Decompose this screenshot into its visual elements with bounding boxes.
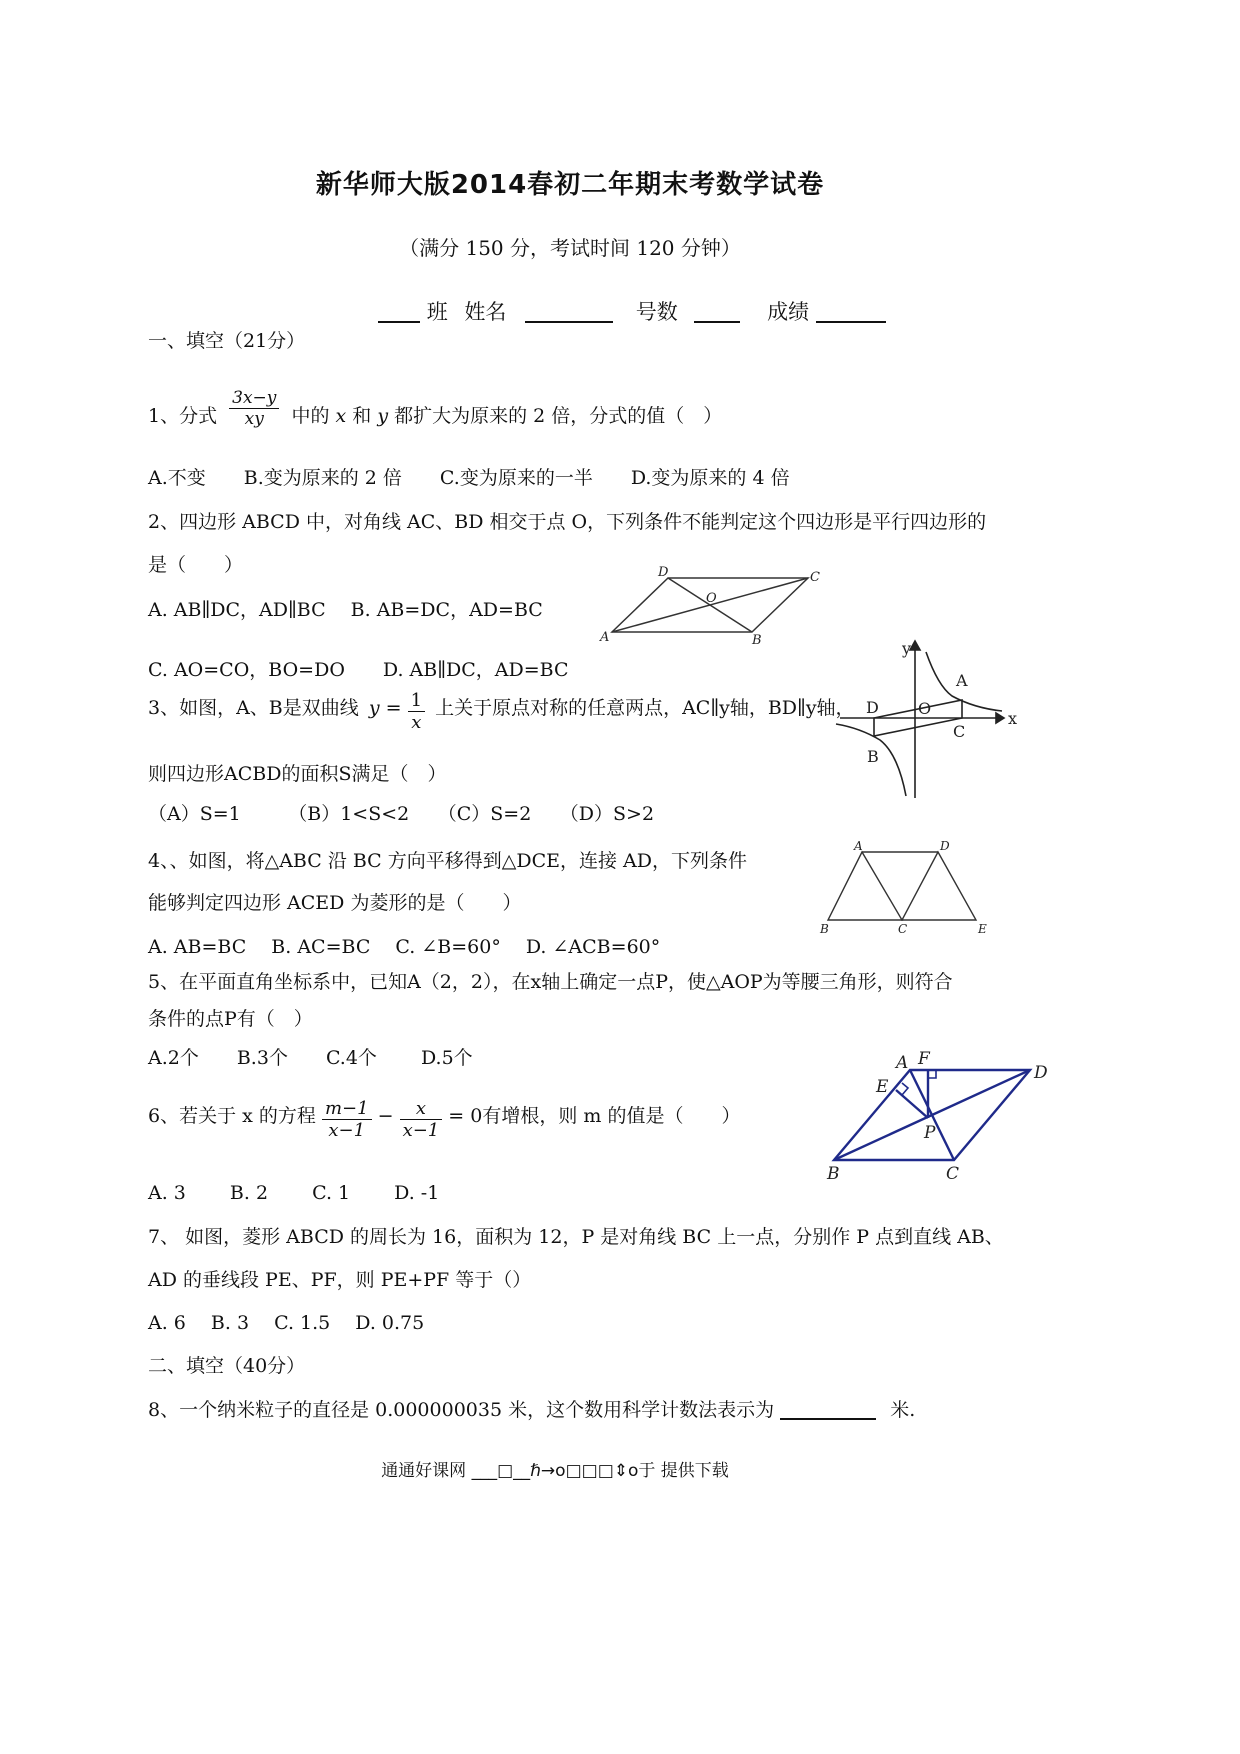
- q4-translation-figure: [816, 840, 996, 936]
- q3-label-b: B: [867, 747, 879, 766]
- q4-line-2: 能够判定四边形 ACED 为菱形的是（ ）: [148, 892, 522, 914]
- page-title: 新华师大版2014春初二年期末考数学试卷: [315, 170, 825, 200]
- q5-line-1: 5、在平面直角坐标系中，已知A（2，2），在x轴上确定一点P，使△AOP为等腰三角形，则符合: [148, 971, 953, 993]
- q3-x-arrow: [996, 713, 1004, 723]
- q3-prefix: 3、如图，A、B是双曲线: [148, 697, 359, 719]
- q2-options-ab: A. AB∥DC，AD∥BC B. AB=DC，AD=BC: [148, 599, 543, 621]
- number-label: 号数: [635, 300, 678, 324]
- q2-label-d: D: [658, 565, 669, 580]
- class-blank[interactable]: [378, 299, 420, 323]
- score-blank[interactable]: [816, 299, 886, 323]
- q3-fraction: [408, 690, 425, 733]
- q6-denominator-2: x−1: [402, 1120, 440, 1141]
- name-blank[interactable]: [525, 299, 613, 323]
- q6-denominator-1: x−1: [328, 1120, 366, 1141]
- question-3: [148, 690, 855, 733]
- q7-right-angle-e: [902, 1083, 908, 1095]
- q6-prefix: 6、若关于 x 的方程: [148, 1105, 316, 1127]
- q4-label-d: D: [940, 840, 950, 853]
- q2-label-c: C: [810, 570, 820, 585]
- q7-label-f: F: [918, 1049, 930, 1069]
- q4-triangle-abc: [828, 852, 902, 920]
- q6-suffix: = 0有增根，则 m 的值是（ ）: [448, 1105, 741, 1127]
- q1-numerator: 3x−y: [229, 388, 279, 409]
- q3-label-x: x: [1008, 709, 1018, 728]
- q1-var-y: y: [377, 405, 389, 427]
- q7-label-e: E: [876, 1077, 889, 1097]
- q7-label-b: B: [827, 1164, 840, 1184]
- q3-suffix: 上关于原点对称的任意两点，AC∥y轴，BD∥y轴，: [435, 697, 855, 719]
- q4-options: A. AB=BC B. AC=BC C. ∠B=60° D. ∠ACB=60°: [148, 936, 661, 958]
- q2-label-o: O: [706, 591, 717, 606]
- q3-y-arrow: [910, 641, 920, 650]
- q7-label-c: C: [946, 1164, 960, 1184]
- q3-line-2: 则四边形ACBD的面积S满足（ ）: [148, 763, 447, 785]
- q3-label-y: y: [902, 639, 912, 658]
- q4-label-a: A: [854, 840, 863, 853]
- q1-stem-b: 和: [352, 405, 372, 427]
- q7-options: A. 6 B. 3 C. 1.5 D. 0.75: [148, 1312, 425, 1334]
- q3-numerator: 1: [408, 690, 425, 712]
- q6-options: A. 3 B. 2 C. 1 D. -1: [148, 1182, 440, 1204]
- q7-label-d: D: [1034, 1063, 1048, 1083]
- q1-fraction: [229, 388, 279, 429]
- section-2-heading: 二、填空（40分）: [148, 1355, 306, 1377]
- class-label: 班: [426, 300, 448, 324]
- q8-text: 8、一个纳米粒子的直径是 0.000000035 米，这个数用科学计数法表示为: [148, 1399, 775, 1421]
- q1-stem-c: 都扩大为原来的 2 倍，分式的值（ ）: [394, 405, 723, 427]
- q7-segment-pe: [896, 1090, 928, 1118]
- q4-label-c: C: [898, 922, 908, 936]
- q1-options: A.不变 B.变为原来的 2 倍 C.变为原来的一半 D.变为原来的 4 倍: [148, 467, 790, 489]
- question-6: [148, 1098, 740, 1141]
- q8-unit: 米.: [890, 1399, 916, 1421]
- q3-label-c: C: [953, 722, 966, 741]
- question-1: [148, 388, 722, 429]
- q3-label-d: D: [866, 698, 879, 717]
- q2-line-2: 是（ ）: [148, 554, 244, 576]
- question-8: [148, 1395, 915, 1422]
- q5-line-2: 条件的点P有（ ）: [148, 1008, 313, 1030]
- q6-fraction-1: [322, 1098, 372, 1141]
- q2-label-a: A: [600, 630, 610, 645]
- q3-label-o: O: [918, 699, 932, 718]
- page-footer: 通通好课网 ___□__ℏ→o□□□⇕o于 提供下载: [381, 1461, 729, 1481]
- q3-options: （A）S=1 （B）1<S<2 （C）S=2 （D）S>2: [148, 803, 655, 825]
- q6-numerator-2: x: [400, 1098, 443, 1120]
- q6-fraction-2: [400, 1098, 443, 1141]
- q7-label-a: A: [896, 1053, 909, 1073]
- q7-rhombus-figure: [820, 1048, 1058, 1184]
- q1-stem-a: 中的: [291, 405, 330, 427]
- q2-label-b: B: [752, 633, 762, 648]
- q7-label-p: P: [924, 1123, 936, 1143]
- q1-prefix: 1、分式: [148, 405, 218, 427]
- score-label: 成绩: [767, 300, 810, 324]
- q3-hyperbola-figure: [834, 636, 1030, 802]
- q2-line-1: 2、四边形 ABCD 中，对角线 AC、BD 相交于点 O，下列条件不能判定这个四边形是平行四边形的: [148, 511, 987, 533]
- q4-line-1: 4、、如图，将△ABC 沿 BC 方向平移得到△DCE，连接 AD，下列条件: [148, 850, 747, 872]
- student-info-line: [378, 296, 886, 326]
- name-label: 姓名: [464, 300, 507, 324]
- q3-denominator: x: [411, 712, 422, 733]
- q7-line-1: 7、 如图，菱形 ABCD 的周长为 16，面积为 12，P 是对角线 BC 上一点，分别作 P 点到直线 AB、: [148, 1226, 1004, 1248]
- q1-var-x: x: [335, 405, 347, 427]
- q6-minus: −: [377, 1105, 394, 1127]
- q1-denominator: xy: [244, 409, 264, 429]
- q6-numerator-1: m−1: [322, 1098, 372, 1120]
- q4-label-b: B: [820, 922, 829, 936]
- q7-line-2: AD 的垂线段 PE、PF，则 PE+PF 等于（）: [148, 1269, 532, 1291]
- q7-diagonal-ac: [910, 1070, 954, 1160]
- exam-info: （满分 150 分，考试时间 120 分钟）: [399, 236, 741, 260]
- section-1-heading: 一、填空（21分）: [148, 330, 306, 352]
- q2-parallelogram-figure: [596, 564, 828, 648]
- q3-label-a: A: [956, 671, 968, 690]
- q4-triangle-dce: [902, 852, 976, 920]
- q3-y-eq: y =: [368, 697, 402, 719]
- q4-label-e: E: [978, 922, 987, 936]
- q8-answer-blank[interactable]: [780, 1396, 876, 1420]
- q5-options: A.2个 B.3个 C.4个 D.5个: [148, 1047, 473, 1069]
- q2-options-cd: C. AO=CO，BO=DO D. AB∥DC，AD=BC: [148, 659, 569, 681]
- number-blank[interactable]: [694, 299, 740, 323]
